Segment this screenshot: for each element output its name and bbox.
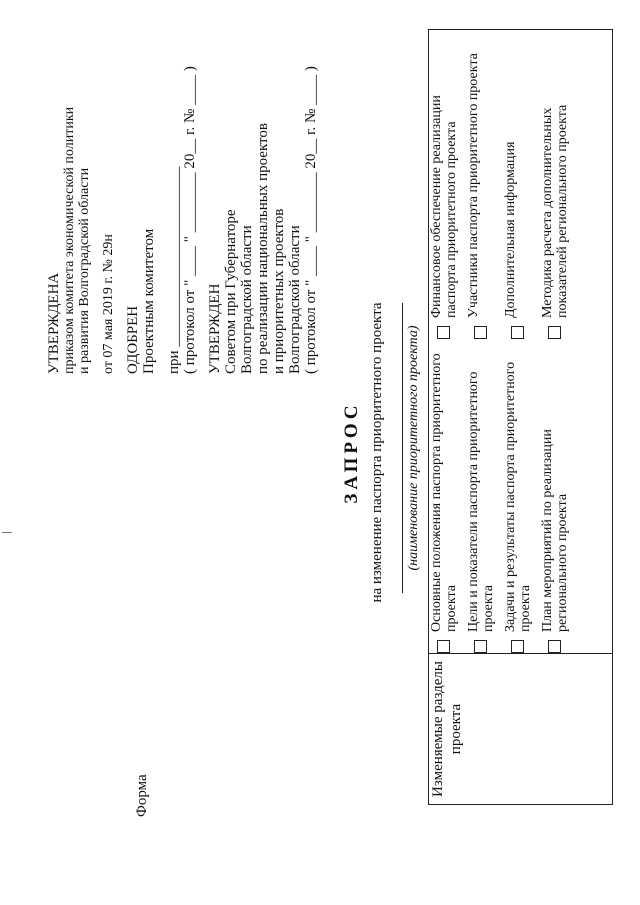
approved-heading: УТВЕРЖДЕНА [46, 272, 62, 374]
project-name-underline [402, 303, 403, 593]
sections-label: Изменяемые разделы проекта [430, 661, 464, 797]
checkbox[interactable] [511, 640, 524, 653]
council-heading: УТВЕРЖДЕН [207, 283, 223, 374]
odobren-protocol-line: ( протокол от " ____ " ________ 20__ г. № ____ ) [182, 66, 198, 374]
option-basic-provisions[interactable]: Основные положения паспорта приоритетного проекта [429, 353, 462, 653]
checkbox[interactable] [474, 326, 487, 339]
option-participants[interactable]: Участники паспорта приоритетного проекта [466, 39, 499, 339]
option-goals-indicators[interactable]: Цели и показатели паспорта приоритетного проекта [466, 353, 499, 653]
option-additional-info[interactable]: Дополнительная информация [503, 39, 536, 339]
council-protocol-line: ( протокол от " ____ " ________ 20__ г. № ____ ) [303, 66, 319, 374]
checkbox[interactable] [548, 640, 561, 653]
sections-label-cell [429, 654, 613, 805]
checkbox[interactable] [511, 326, 524, 339]
odobren-heading: ОДОБРЕН [125, 305, 141, 374]
approved-date-line: от 07 мая 2019 г. № 29н [101, 234, 116, 374]
checkbox[interactable] [437, 640, 450, 653]
council-line: Советом при Губернаторе [223, 209, 239, 374]
approval-block [46, 66, 319, 374]
checkbox[interactable] [548, 326, 561, 339]
option-tasks-results[interactable]: Задачи и результаты паспорта приоритетного проекта [503, 353, 536, 653]
council-line: по реализации национальных проектов [255, 123, 271, 374]
document-subtitle: на изменение паспорта приоритетного проекта [369, 302, 385, 603]
option-financing[interactable]: Финансовое обеспечение реализации паспорта приоритетного проекта [429, 39, 462, 339]
odobren-line: при ________________________ [166, 166, 182, 374]
checkbox[interactable] [474, 640, 487, 653]
sections-table [428, 29, 613, 805]
council-line: Волгоградской области [239, 225, 255, 374]
checkbox[interactable] [437, 326, 450, 339]
document-title: ЗАПРОС [341, 401, 362, 504]
council-line: Волгоградской области [287, 225, 303, 374]
approved-line: и развития Волгоградской области [77, 167, 92, 374]
form-label: Форма [134, 774, 150, 817]
sections-options-cell [429, 30, 613, 654]
option-action-plan[interactable]: План мероприятий по реализации регионального проекта [540, 353, 573, 653]
project-name-caption: (наименование приоритетного проекта) [406, 325, 421, 571]
section-options [429, 30, 573, 653]
odobren-line: Проектным комитетом [141, 228, 157, 374]
scan-edge-mark [2, 532, 12, 533]
approved-line: приказом комитета экономической политики [62, 106, 77, 374]
council-line: и приоритетных проектов [271, 208, 287, 374]
option-calculation-method[interactable]: Методика расчета дополнительных показателей регионального проекта [540, 39, 573, 339]
